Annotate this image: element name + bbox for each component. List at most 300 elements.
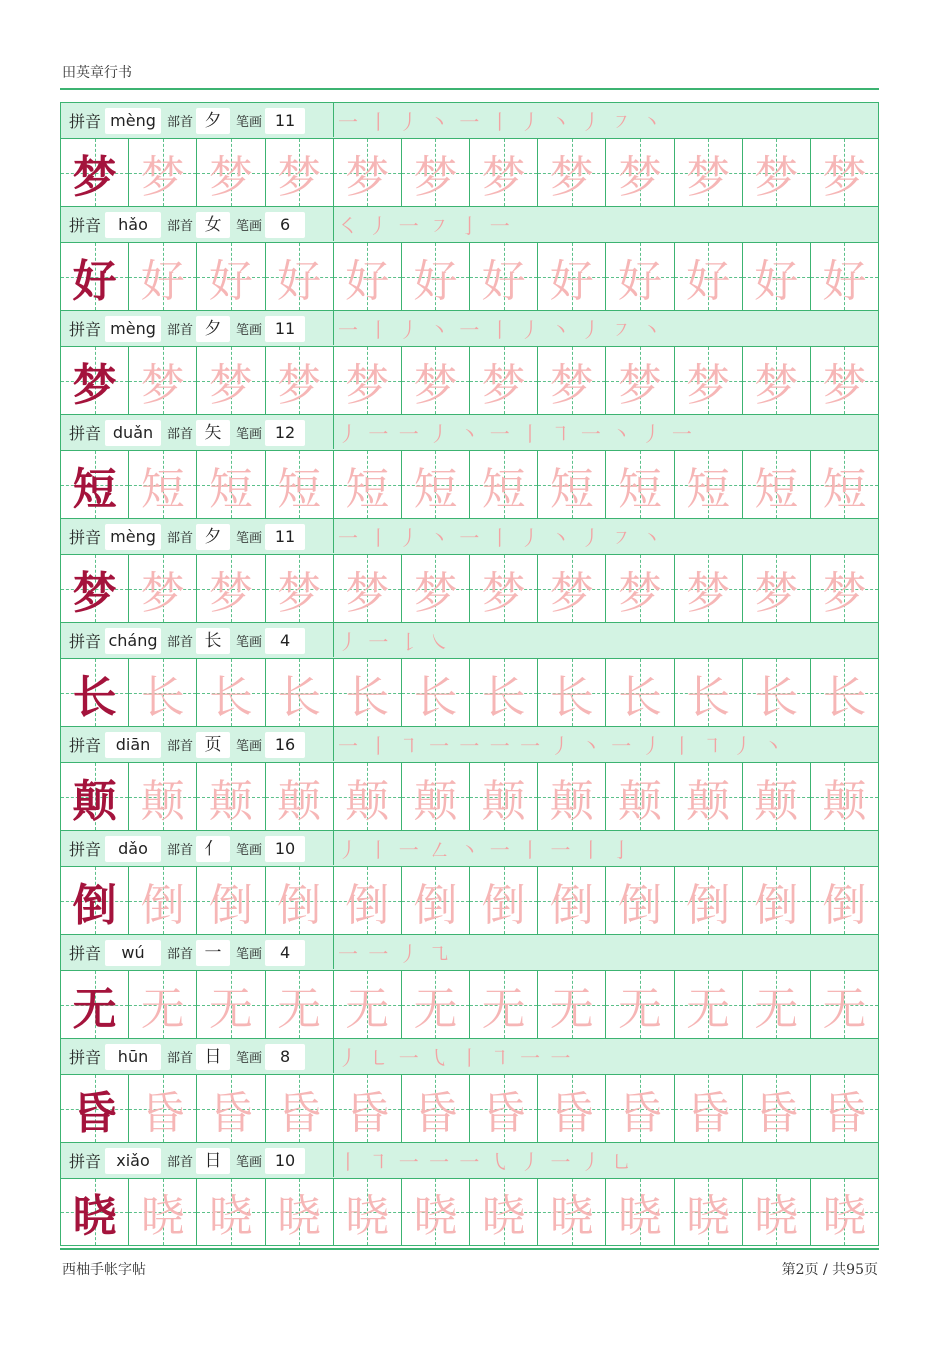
trace-character-cell[interactable] [402,555,470,622]
trace-character-cell[interactable] [606,763,674,830]
radical-value: 矢 [196,420,230,446]
model-character-cell [61,1179,129,1245]
trace-character: 颠 [481,775,526,827]
radical-label: 部首 [167,843,194,858]
trace-character: 短 [754,463,799,515]
trace-character-cell[interactable] [743,555,811,622]
model-character-cell [61,347,129,414]
trace-character: 梦 [754,151,799,203]
entry-info-row [60,830,879,866]
entry-info-row [60,622,879,658]
trace-character: 无 [345,983,390,1035]
trace-character-cell[interactable] [538,971,606,1038]
practice-grid-row [60,138,879,206]
trace-character: 梦 [277,151,322,203]
trace-character-cell[interactable] [743,243,811,310]
trace-character-cell[interactable] [402,1179,470,1245]
practice-grid-row [60,866,879,934]
trace-character: 好 [140,255,185,307]
stroke-count-label: 笔画 [236,739,263,754]
trace-character-cell[interactable] [402,347,470,414]
trace-character-cell[interactable] [470,555,538,622]
pinyin-label: 拼音 [69,632,102,651]
pinyin-value: mèng [105,524,161,550]
trace-character-cell[interactable] [402,971,470,1038]
stroke-count-value: 10 [265,836,305,862]
pinyin-value: mèng [105,316,161,342]
trace-character-cell[interactable] [811,555,878,622]
trace-character-cell[interactable] [197,659,265,726]
model-character: 无 [72,983,117,1035]
stroke-count-label: 笔画 [236,1155,263,1170]
radical-value: 夕 [196,316,230,342]
trace-character: 倒 [140,879,185,931]
model-character-cell [61,659,129,726]
stroke-order: 丨 ㇕ 一 一 一 ㇂ 丿 一 丿 ㇟ [333,1143,878,1177]
practice-grid-row [60,554,879,622]
trace-character: 梦 [345,151,390,203]
trace-character: 昏 [277,1087,322,1139]
trace-character: 无 [822,983,867,1035]
trace-character-cell[interactable] [743,659,811,726]
trace-character-cell[interactable] [743,139,811,206]
trace-character-cell[interactable] [402,1075,470,1142]
trace-character-cell[interactable] [266,139,334,206]
trace-character: 梦 [140,567,185,619]
trace-character-cell[interactable] [266,1179,334,1245]
trace-character: 短 [140,463,185,515]
trace-character-cell[interactable] [334,243,402,310]
model-character-cell [61,867,129,934]
model-character: 倒 [72,879,117,931]
trace-character: 长 [754,671,799,723]
pinyin-value: duǎn [105,420,161,446]
trace-character-cell[interactable] [470,867,538,934]
trace-character: 梦 [822,567,867,619]
trace-character: 无 [277,983,322,1035]
trace-character: 昏 [754,1087,799,1139]
trace-character: 梦 [754,567,799,619]
radical-value: 长 [196,628,230,654]
trace-character: 长 [208,671,253,723]
trace-character: 无 [549,983,594,1035]
trace-character-cell[interactable] [675,971,743,1038]
trace-character: 梦 [549,151,594,203]
trace-character-cell[interactable] [470,659,538,726]
trace-character: 梦 [277,567,322,619]
trace-character-cell[interactable] [470,451,538,518]
trace-character-cell[interactable] [129,867,197,934]
trace-character-cell[interactable] [197,971,265,1038]
trace-character-cell[interactable] [606,1179,674,1245]
trace-character-cell[interactable] [606,451,674,518]
stroke-order: ㇛ 丿 一 ㇇ 亅 一 [333,207,878,241]
trace-character-cell[interactable] [606,347,674,414]
trace-character-cell[interactable] [334,1179,402,1245]
trace-character-cell[interactable] [197,1075,265,1142]
trace-character: 长 [413,671,458,723]
trace-character: 短 [481,463,526,515]
trace-character-cell[interactable] [470,763,538,830]
trace-character: 无 [481,983,526,1035]
trace-character-cell[interactable] [197,139,265,206]
trace-character-cell[interactable] [402,763,470,830]
model-character-cell [61,139,129,206]
trace-character-cell[interactable] [470,243,538,310]
trace-character-cell[interactable] [402,659,470,726]
trace-character-cell[interactable] [811,347,878,414]
entry-info-row [60,518,879,554]
trace-character: 昏 [413,1087,458,1139]
trace-character: 昏 [140,1087,185,1139]
pinyin-label: 拼音 [69,840,102,859]
trace-character-cell[interactable] [129,763,197,830]
trace-character: 梦 [686,151,731,203]
trace-character-cell[interactable] [266,347,334,414]
stroke-order: 丿 一 𠄌 ㇏ [333,623,878,657]
trace-character: 梦 [822,151,867,203]
trace-character-cell[interactable] [129,971,197,1038]
trace-character: 短 [686,463,731,515]
trace-character-cell[interactable] [266,1075,334,1142]
radical-label: 部首 [167,427,194,442]
trace-character: 颠 [822,775,867,827]
radical-value: 日 [196,1148,230,1174]
trace-character-cell[interactable] [266,867,334,934]
radical-label: 部首 [167,323,194,338]
trace-character-cell[interactable] [538,243,606,310]
trace-character: 颠 [754,775,799,827]
trace-character: 梦 [617,359,662,411]
trace-character-cell[interactable] [266,763,334,830]
trace-character: 无 [754,983,799,1035]
trace-character-cell[interactable] [402,867,470,934]
trace-character-cell[interactable] [743,867,811,934]
trace-character-cell[interactable] [129,139,197,206]
stroke-count-label: 笔画 [236,427,263,442]
trace-character: 长 [277,671,322,723]
trace-character: 梦 [208,567,253,619]
model-character-cell [61,971,129,1038]
trace-character: 无 [208,983,253,1035]
model-character: 颠 [72,775,117,827]
trace-character-cell[interactable] [266,659,334,726]
trace-character: 好 [617,255,662,307]
trace-character: 长 [549,671,594,723]
trace-character: 晓 [277,1191,322,1242]
trace-character: 好 [822,255,867,307]
model-character-cell [61,243,129,310]
trace-character-cell[interactable] [675,1075,743,1142]
model-character-cell [61,1075,129,1142]
trace-character-cell[interactable] [743,347,811,414]
trace-character: 好 [686,255,731,307]
practice-sheet [60,102,879,1246]
pinyin-label: 拼音 [69,1048,102,1067]
radical-value: 页 [196,732,230,758]
trace-character: 短 [822,463,867,515]
trace-character: 梦 [345,359,390,411]
stroke-count-value: 8 [265,1044,305,1070]
trace-character-cell[interactable] [470,1179,538,1245]
trace-character: 梦 [140,151,185,203]
trace-character-cell[interactable] [538,139,606,206]
trace-character-cell[interactable] [470,347,538,414]
trace-character-cell[interactable] [538,451,606,518]
trace-character: 昏 [481,1087,526,1139]
trace-character: 梦 [481,359,526,411]
stroke-count-value: 12 [265,420,305,446]
pinyin-label: 拼音 [69,944,102,963]
radical-label: 部首 [167,531,194,546]
trace-character: 晓 [481,1191,526,1242]
pinyin-value: diān [105,732,161,758]
trace-character: 短 [277,463,322,515]
trace-character-cell[interactable] [334,1075,402,1142]
trace-character: 梦 [345,567,390,619]
trace-character: 倒 [413,879,458,931]
pinyin-label: 拼音 [69,320,102,339]
trace-character: 长 [617,671,662,723]
pinyin-value: dǎo [105,836,161,862]
trace-character-cell[interactable] [811,451,878,518]
trace-character-cell[interactable] [197,243,265,310]
trace-character: 晓 [345,1191,390,1242]
trace-character: 梦 [208,151,253,203]
trace-character: 倒 [208,879,253,931]
trace-character: 梦 [617,151,662,203]
trace-character: 倒 [549,879,594,931]
trace-character: 颠 [277,775,322,827]
trace-character-cell[interactable] [675,659,743,726]
trace-character-cell[interactable] [197,867,265,934]
trace-character: 短 [345,463,390,515]
trace-character-cell[interactable] [811,971,878,1038]
trace-character: 梦 [481,567,526,619]
trace-character: 晓 [754,1191,799,1242]
trace-character: 晓 [413,1191,458,1242]
trace-character: 颠 [413,775,458,827]
entry-info-row [60,102,879,138]
trace-character-cell[interactable] [538,555,606,622]
trace-character-cell[interactable] [129,1075,197,1142]
entry-info-row [60,206,879,242]
trace-character-cell[interactable] [606,1075,674,1142]
trace-character: 昏 [822,1087,867,1139]
model-character-cell [61,451,129,518]
trace-character: 倒 [277,879,322,931]
trace-character: 晓 [686,1191,731,1242]
model-character: 好 [72,255,117,307]
trace-character-cell[interactable] [538,659,606,726]
trace-character-cell[interactable] [675,243,743,310]
entry-info-row [60,414,879,450]
header-title: 田英章行书 [62,65,132,81]
trace-character-cell[interactable] [334,971,402,1038]
trace-character-cell[interactable] [334,347,402,414]
trace-character: 昏 [208,1087,253,1139]
trace-character-cell[interactable] [197,1179,265,1245]
trace-character-cell[interactable] [470,1075,538,1142]
stroke-count-label: 笔画 [236,219,263,234]
trace-character-cell[interactable] [538,347,606,414]
radical-value: 女 [196,212,230,238]
trace-character-cell[interactable] [266,555,334,622]
trace-character-cell[interactable] [129,1179,197,1245]
trace-character: 晓 [617,1191,662,1242]
entry-info-row [60,310,879,346]
trace-character-cell[interactable] [538,1179,606,1245]
trace-character: 梦 [413,567,458,619]
model-character: 短 [72,463,117,515]
radical-label: 部首 [167,115,194,130]
trace-character: 长 [140,671,185,723]
trace-character-cell[interactable] [470,971,538,1038]
trace-character-cell[interactable] [606,867,674,934]
radical-label: 部首 [167,1155,194,1170]
trace-character: 好 [208,255,253,307]
entry-info-row [60,1142,879,1178]
trace-character-cell[interactable] [402,451,470,518]
stroke-order: 一 丨 丿 丶 一 丨 丿 丶 丿 ㇇ 丶 [333,311,878,345]
trace-character-cell[interactable] [334,867,402,934]
stroke-count-label: 笔画 [236,1051,263,1066]
footer-page-info: 第2页 / 共95页 [781,1262,878,1278]
trace-character: 晓 [208,1191,253,1242]
trace-character-cell[interactable] [266,243,334,310]
trace-character: 倒 [754,879,799,931]
trace-character: 好 [549,255,594,307]
stroke-count-value: 11 [265,524,305,550]
practice-grid-row [60,1074,879,1142]
trace-character-cell[interactable] [743,451,811,518]
trace-character-cell[interactable] [743,1179,811,1245]
trace-character: 长 [822,671,867,723]
radical-value: 亻 [196,836,230,862]
trace-character-cell[interactable] [606,555,674,622]
header-divider [60,88,879,90]
practice-grid-row [60,658,879,726]
model-character: 梦 [72,151,117,203]
trace-character-cell[interactable] [538,1075,606,1142]
entry-info-row [60,1038,879,1074]
stroke-count-label: 笔画 [236,635,263,650]
radical-label: 部首 [167,635,194,650]
stroke-count-value: 6 [265,212,305,238]
practice-grid-row [60,242,879,310]
trace-character-cell[interactable] [266,451,334,518]
trace-character: 昏 [549,1087,594,1139]
stroke-count-value: 11 [265,316,305,342]
stroke-count-value: 4 [265,628,305,654]
trace-character-cell[interactable] [675,451,743,518]
model-character: 昏 [72,1087,117,1139]
entry-info-row [60,726,879,762]
pinyin-label: 拼音 [69,1152,102,1171]
trace-character-cell[interactable] [675,555,743,622]
trace-character-cell[interactable] [402,139,470,206]
trace-character-cell[interactable] [129,347,197,414]
trace-character-cell[interactable] [675,347,743,414]
trace-character-cell[interactable] [811,139,878,206]
trace-character-cell[interactable] [743,763,811,830]
pinyin-label: 拼音 [69,216,102,235]
practice-grid-row [60,762,879,830]
pinyin-value: hǎo [105,212,161,238]
trace-character-cell[interactable] [811,1075,878,1142]
trace-character-cell[interactable] [675,763,743,830]
trace-character: 梦 [686,359,731,411]
trace-character: 颠 [686,775,731,827]
trace-character-cell[interactable] [811,1179,878,1245]
trace-character: 梦 [549,567,594,619]
trace-character-cell[interactable] [334,451,402,518]
trace-character-cell[interactable] [402,243,470,310]
radical-value: 夕 [196,524,230,550]
trace-character-cell[interactable] [129,451,197,518]
trace-character-cell[interactable] [811,243,878,310]
trace-character-cell[interactable] [334,659,402,726]
trace-character: 好 [413,255,458,307]
trace-character: 梦 [413,151,458,203]
trace-character: 长 [481,671,526,723]
trace-character: 梦 [617,567,662,619]
trace-character: 昏 [617,1087,662,1139]
trace-character: 梦 [140,359,185,411]
trace-character-cell[interactable] [675,139,743,206]
trace-character-cell[interactable] [606,659,674,726]
stroke-count-label: 笔画 [236,531,263,546]
stroke-count-label: 笔画 [236,947,263,962]
model-character-cell [61,763,129,830]
trace-character-cell[interactable] [197,763,265,830]
trace-character-cell[interactable] [334,763,402,830]
trace-character-cell[interactable] [129,555,197,622]
trace-character-cell[interactable] [470,139,538,206]
trace-character: 倒 [345,879,390,931]
trace-character-cell[interactable] [197,451,265,518]
trace-character: 颠 [617,775,662,827]
trace-character-cell[interactable] [675,1179,743,1245]
trace-character-cell[interactable] [606,139,674,206]
trace-character: 好 [754,255,799,307]
radical-label: 部首 [167,739,194,754]
trace-character-cell[interactable] [266,971,334,1038]
trace-character: 颠 [140,775,185,827]
trace-character-cell[interactable] [129,243,197,310]
trace-character-cell[interactable] [606,971,674,1038]
stroke-order: 一 丨 丿 丶 一 丨 丿 丶 丿 ㇇ 丶 [333,519,878,553]
trace-character-cell[interactable] [811,659,878,726]
trace-character-cell[interactable] [197,555,265,622]
trace-character-cell[interactable] [334,139,402,206]
trace-character-cell[interactable] [129,659,197,726]
radical-value: 一 [196,940,230,966]
trace-character-cell[interactable] [197,347,265,414]
trace-character-cell[interactable] [743,1075,811,1142]
trace-character-cell[interactable] [334,555,402,622]
trace-character-cell[interactable] [675,867,743,934]
trace-character-cell[interactable] [606,243,674,310]
trace-character-cell[interactable] [811,763,878,830]
trace-character-cell[interactable] [811,867,878,934]
trace-character-cell[interactable] [538,763,606,830]
stroke-order: 一 一 丿 ㇈ [333,935,878,969]
trace-character-cell[interactable] [538,867,606,934]
trace-character: 梦 [822,359,867,411]
trace-character-cell[interactable] [743,971,811,1038]
stroke-order: 丿 一 一 丿 丶 一 丨 ㇕ 一 丶 丿 一 [333,415,878,449]
